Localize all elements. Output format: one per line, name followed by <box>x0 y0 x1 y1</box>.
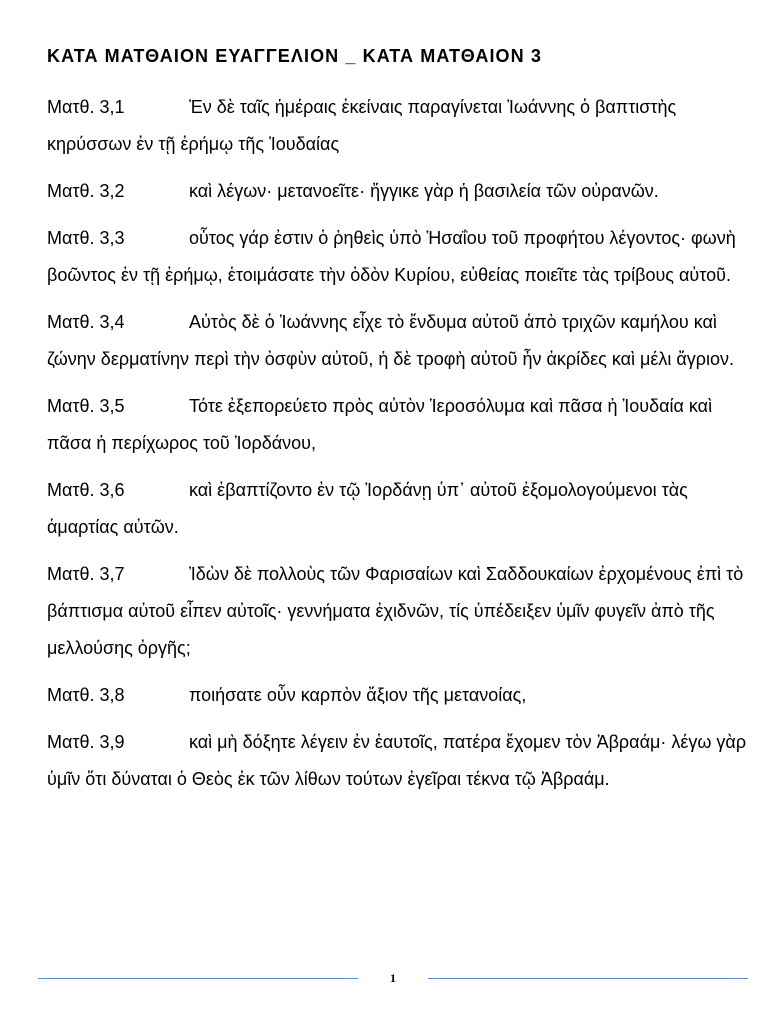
verse-text: καὶ λέγων· μετανοεῖτε· ἤγγικε γὰρ ἡ βασιλεία τῶν οὐρανῶν. <box>189 181 659 201</box>
verse-ref: Ματθ. 3,6 <box>47 480 125 500</box>
footer-rule-left <box>38 978 358 979</box>
verse-text: καὶ ἐβαπτίζοντο ἐν τῷ Ἰορδάνῃ ὑπ᾿ αὐτοῦ ἐξομολογούμενοι τὰς ἁμαρτίας αὐτῶν. <box>47 480 688 537</box>
verse-text: Ἐν δὲ ταῖς ἡμέραις ἐκείναις παραγίνεται Ἰωάννης ὁ βαπτιστὴς κηρύσσων ἐν τῇ ἐρήμῳ τῆς Ἰουδαίας <box>47 97 677 154</box>
verse-3-8 <box>47 677 747 714</box>
verse-ref: Ματθ. 3,4 <box>47 312 125 332</box>
verse-text: καὶ μὴ δόξητε λέγειν ἐν ἑαυτοῖς, πατέρα ἔχομεν τὸν Ἀβραάμ· λέγω γὰρ ὑμῖν ὅτι δύναται ὁ Θεὸς ἐκ τῶν λίθων τούτων ἐγεῖραι τέκνα τῷ Ἀβραάμ. <box>47 732 747 789</box>
verse-text: Ἰδὼν δὲ πολλοὺς τῶν Φαρισαίων καὶ Σαδδουκαίων ἐρχομένους ἐπὶ τὸ βάπτισμα αὐτοῦ εἶπεν αὐτοῖς· γεννήματα ἐχιδνῶν, τίς ὑπέδειξεν ὑμῖν φυγεῖν ἀπὸ τῆς μελλούσης ὀργῆς; <box>47 564 744 658</box>
verse-text: Αὐτὸς δὲ ὁ Ἰωάννης εἶχε τὸ ἔνδυμα αὐτοῦ ἀπὸ τριχῶν καμήλου καὶ ζώνην δερματίνην περὶ τὴν ὀσφὺν αὐτοῦ, ἡ δὲ τροφὴ αὐτοῦ ἦν ἀκρίδες καὶ μέλι ἄγριον. <box>47 312 735 369</box>
verse-3-3 <box>47 220 747 294</box>
verse-ref: Ματθ. 3,9 <box>47 732 125 752</box>
verse-3-5 <box>47 388 747 462</box>
verse-3-6 <box>47 472 747 546</box>
page-title: ΚΑΤΑ ΜΑΤΘΑΙΟΝ ΕΥΑΓΓΕΛΙΟΝ _ ΚΑΤΑ ΜΑΤΘΑΙΟΝ 3 <box>47 46 542 66</box>
verse-text: ποιήσατε οὖν καρπὸν ἄξιον τῆς μετανοίας, <box>189 685 527 705</box>
verse-3-4 <box>47 304 747 378</box>
verse-ref: Ματθ. 3,2 <box>47 181 125 201</box>
page-number: 1 <box>390 971 396 985</box>
verse-ref: Ματθ. 3,7 <box>47 564 125 584</box>
verse-ref: Ματθ. 3,1 <box>47 97 125 117</box>
verse-ref: Ματθ. 3,5 <box>47 396 125 416</box>
verse-ref: Ματθ. 3,8 <box>47 685 125 705</box>
verse-3-9 <box>47 724 747 798</box>
footer-rule-right <box>428 978 748 979</box>
verse-3-2 <box>47 173 747 210</box>
verse-3-1 <box>47 89 747 163</box>
page-footer <box>38 968 748 990</box>
verse-text: οὗτος γάρ ἐστιν ὁ ῥηθεὶς ὑπὸ Ἡσαΐου τοῦ προφήτου λέγοντος· φωνὴ βοῶντος ἐν τῇ ἐρήμῳ, ἑτοιμάσατε τὴν ὁδὸν Κυρίου, εὐθείας ποιεῖτε τὰς τρίβους αὐτοῦ. <box>47 228 736 285</box>
verse-list <box>47 89 747 808</box>
verse-ref: Ματθ. 3,3 <box>47 228 125 248</box>
verse-text: Τότε ἐξεπορεύετο πρὸς αὐτὸν Ἱεροσόλυμα καὶ πᾶσα ἡ Ἰουδαία καὶ πᾶσα ἡ περίχωρος τοῦ Ἰορδάνου, <box>47 396 713 453</box>
verse-3-7 <box>47 556 747 667</box>
